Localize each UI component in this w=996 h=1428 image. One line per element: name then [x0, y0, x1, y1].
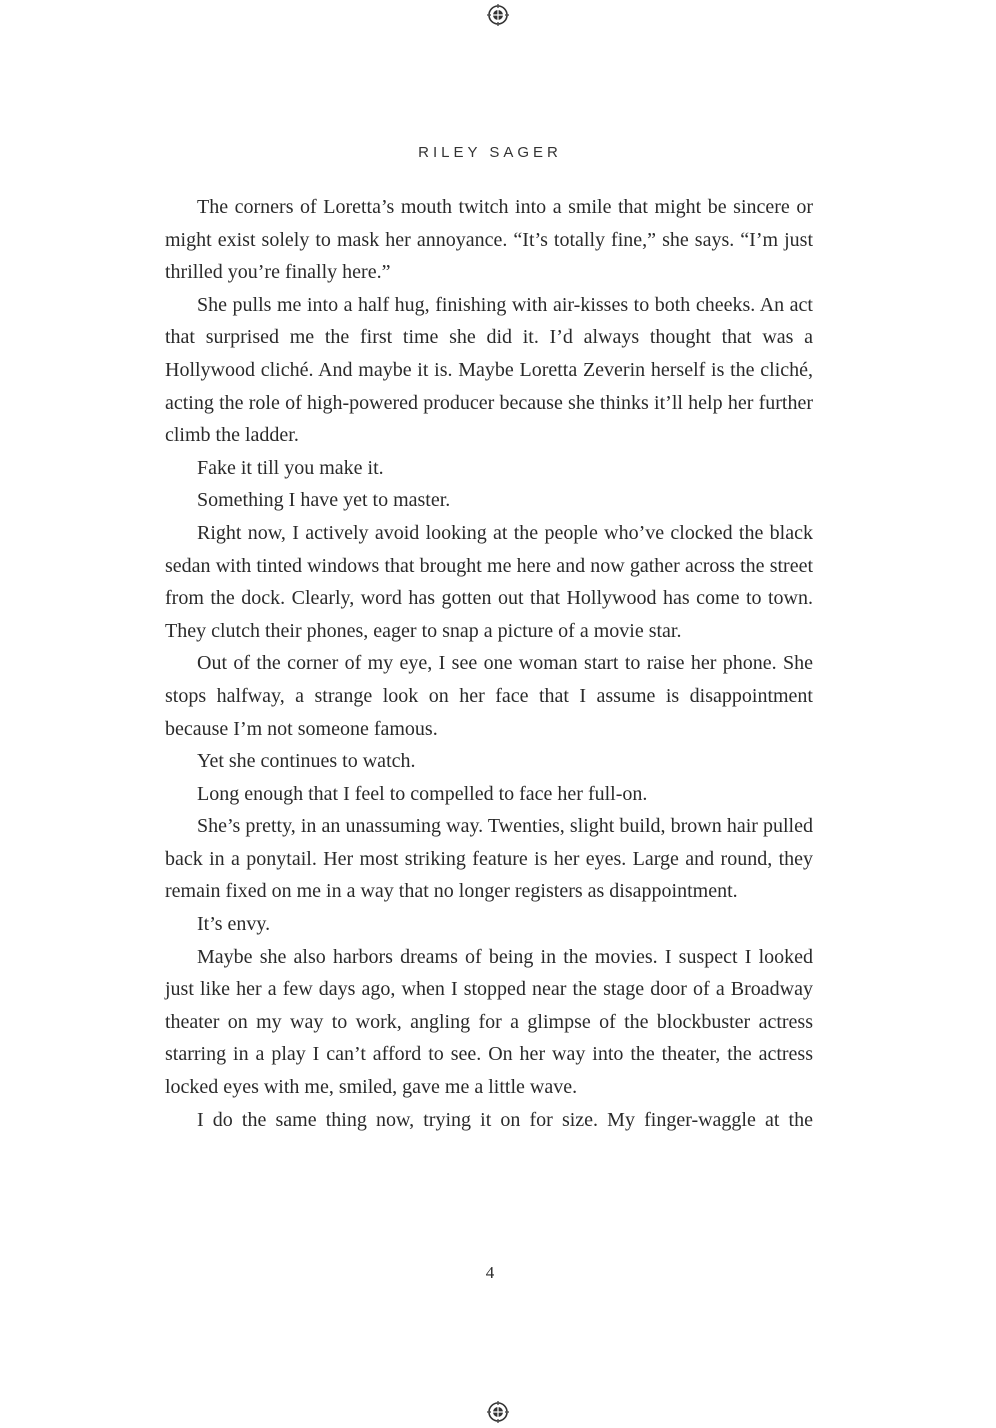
registration-mark-icon — [487, 1401, 509, 1423]
paragraph: Yet she continues to watch. — [197, 750, 416, 773]
paragraph: Long enough that I feel to compelled to face her full-on. — [197, 782, 648, 805]
paragraph: She pulls me into a half hug, finishing with air-kisses to both cheeks. An act that surprised me the first time she did it. I’d always thought that was a Hollywood cliché. And maybe it is. Maybe Loretta Zeverin herself is the cliché, acting the role of high-powered producer because she thinks it’ll help her further climb the ladder. — [165, 293, 813, 447]
page-number: 4 — [485, 1263, 495, 1282]
registration-mark-icon — [487, 4, 509, 26]
paragraph: Fake it till you make it. — [197, 456, 384, 479]
body-text — [165, 191, 813, 1136]
paragraph: Something I have yet to master. — [197, 489, 451, 512]
paragraph: I do the same thing now, trying it on for size. My finger-waggle at the — [197, 1108, 813, 1131]
paragraph: The corners of Loretta’s mouth twitch into a smile that might be sincere or might exist solely to mask her annoyance. “It’s totally fine,” she says. “I’m just thrilled you’re finally here.” — [165, 196, 813, 284]
paragraph: Maybe she also harbors dreams of being in the movies. I suspect I looked just like her a few days ago, when I stopped near the stage door of a Broadway theater on my way to work, angling for a glimpse of the blockbuster actress starring in a play I can’t afford to see. On her way into the theater, the actress locked eyes with me, smiled, gave me a little wave. — [165, 945, 813, 1099]
paragraph: Out of the corner of my eye, I see one woman start to raise her phone. She stops halfway, a strange look on her face that I assume is disappointment because I’m not someone famous. — [165, 652, 813, 740]
paragraph: Right now, I actively avoid looking at the people who’ve clocked the black sedan with tinted windows that brought me here and now gather across the street from the dock. Clearly, word has gotten out that Hollywood has come to town. They clutch their phones, eager to snap a picture of a movie star. — [165, 521, 813, 642]
running-head: RILEY SAGER — [418, 144, 562, 161]
paragraph: She’s pretty, in an unassuming way. Twenties, slight build, brown hair pulled back in a ponytail. Her most striking feature is her eyes. Large and round, they remain fixed on me in a way that no longer registers as disappointment. — [165, 815, 813, 903]
paragraph: It’s envy. — [197, 913, 271, 936]
